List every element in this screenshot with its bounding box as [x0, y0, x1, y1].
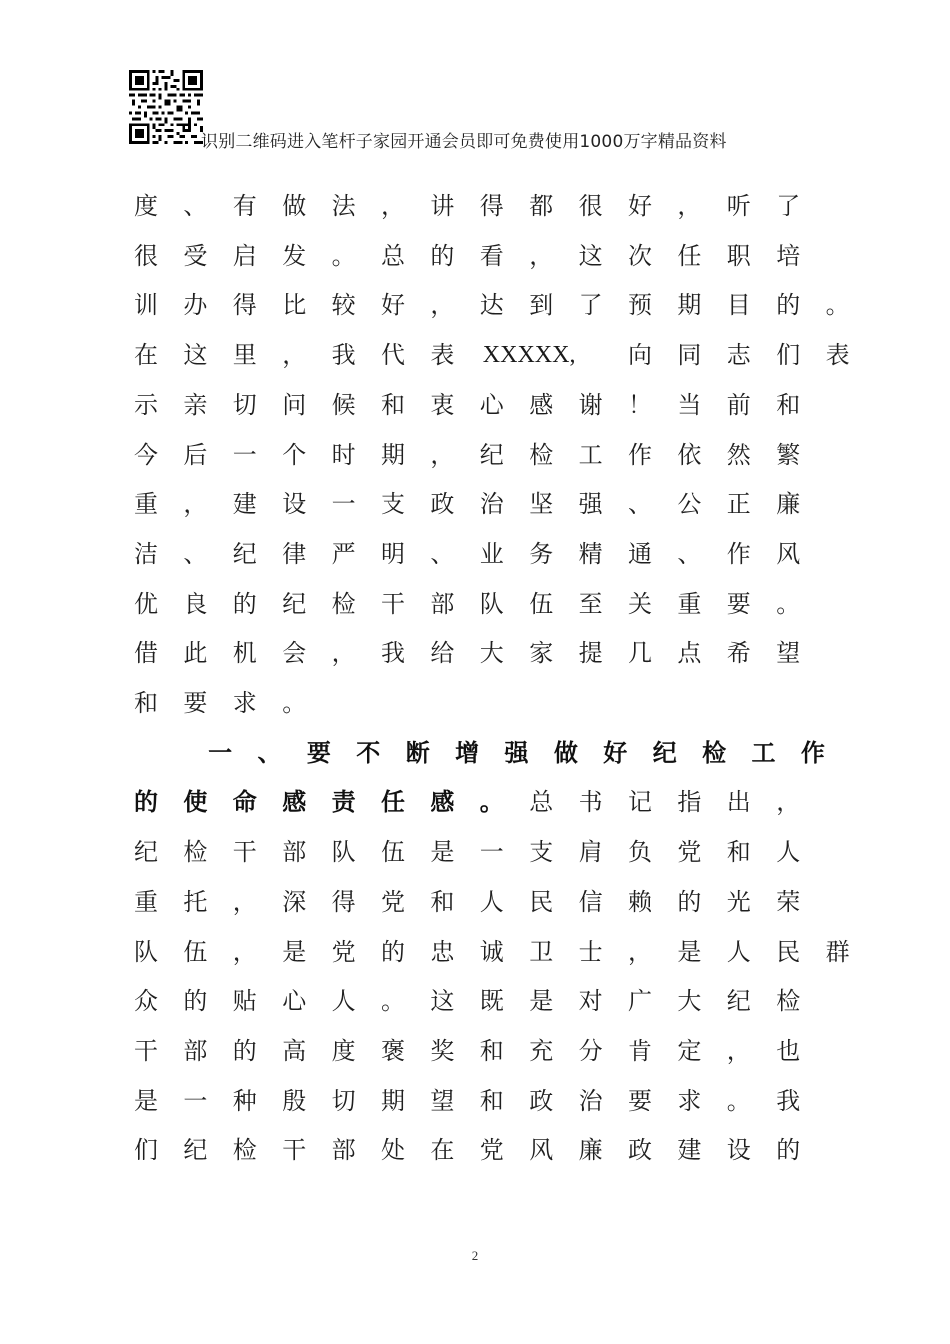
text-char: 和	[134, 689, 158, 717]
text-char: 和	[381, 390, 405, 419]
text-char: 队	[479, 589, 504, 618]
text-char: 政	[430, 490, 455, 519]
text-char: 、	[257, 738, 282, 767]
text-char: 治	[479, 490, 504, 519]
text-char: 和	[776, 390, 801, 419]
text-char: 支	[381, 490, 405, 519]
text-char: 启	[232, 241, 257, 270]
text-char: 的	[183, 987, 208, 1016]
text-char: 光	[726, 887, 751, 916]
text-char: 一	[183, 1086, 208, 1115]
text-char: 好	[603, 738, 628, 767]
text-char: 一	[232, 440, 257, 469]
text-char: 卫	[529, 937, 554, 966]
text-char: 做	[553, 738, 578, 767]
text-char: 公	[677, 490, 702, 519]
text-char: 任	[381, 788, 405, 817]
text-char: 检	[702, 738, 727, 767]
text-char: 表	[430, 341, 455, 370]
text-char: 重	[134, 490, 158, 519]
text-char: 是	[134, 1086, 158, 1115]
text-char: 良	[183, 589, 208, 618]
text-char: 候	[331, 390, 356, 419]
text-line	[0, 236, 950, 276]
text-line	[0, 981, 950, 1021]
text-line	[0, 385, 950, 425]
text-char: 希	[726, 639, 751, 668]
text-char: 这	[183, 341, 208, 370]
text-char: 借	[134, 639, 158, 668]
text-char: 求	[677, 1086, 702, 1115]
text-char: 和	[726, 838, 751, 867]
text-char: 目	[726, 291, 751, 320]
text-char: 风	[776, 539, 801, 568]
header-promo-text: 识别二维码进入笔杆子家园开通会员即可免费使用1000万字精品资料	[201, 132, 727, 152]
text-char: 总	[529, 788, 554, 817]
text-char: 重	[677, 589, 702, 618]
text-char: 政	[529, 1086, 554, 1115]
text-char: 感	[430, 788, 455, 817]
text-char: 殷	[282, 1086, 307, 1115]
text-line	[0, 832, 950, 872]
text-char: 感	[529, 390, 554, 419]
text-char: 、	[677, 539, 702, 568]
text-char: 大	[677, 987, 702, 1016]
text-char: 严	[331, 539, 356, 568]
text-char: 人	[726, 937, 751, 966]
text-char: 期	[381, 1086, 405, 1115]
text-char: 重	[134, 887, 158, 916]
text-char: 讲	[430, 192, 455, 220]
text-char: 同	[677, 341, 702, 370]
text-char: 求	[232, 689, 257, 717]
text-char: 纪	[232, 539, 257, 568]
text-line	[0, 534, 950, 574]
text-char: 律	[282, 539, 307, 568]
text-char: 充	[529, 1036, 554, 1065]
text-line	[0, 932, 950, 972]
text-char: 、	[183, 192, 208, 220]
text-char: 坚	[529, 490, 554, 519]
text-char: 贴	[232, 987, 257, 1016]
text-char: 强	[504, 738, 529, 767]
text-char: 我	[331, 341, 356, 370]
text-char: 谢	[578, 390, 603, 419]
text-char: 和	[479, 1036, 504, 1065]
text-char: 了	[776, 192, 801, 220]
text-char: 任	[677, 241, 702, 270]
text-char: 建	[232, 490, 257, 519]
text-char: ，	[628, 937, 652, 966]
text-char: 奖	[430, 1036, 455, 1065]
text-char: 荣	[776, 887, 801, 916]
text-char: 时	[331, 440, 356, 469]
text-char: 的	[776, 291, 801, 320]
text-char: 受	[183, 241, 208, 270]
text-char: 要	[726, 589, 751, 618]
text-char: 点	[677, 639, 702, 668]
text-char: 的	[232, 589, 257, 618]
text-char: 党	[479, 1136, 504, 1165]
text-char: 种	[232, 1086, 257, 1115]
text-char: 、	[628, 490, 652, 519]
text-char: 检	[331, 589, 356, 618]
text-char: 定	[677, 1036, 702, 1065]
text-line	[0, 435, 950, 475]
text-char: 好	[381, 291, 405, 320]
text-char: 这	[578, 241, 603, 270]
text-char: 断	[405, 738, 430, 767]
text-char: 要	[628, 1086, 652, 1115]
text-char: 都	[529, 192, 554, 220]
text-char: ，	[232, 937, 257, 966]
text-char: 支	[529, 838, 554, 867]
text-char: 向	[628, 341, 652, 370]
text-char: 纪	[134, 838, 158, 867]
text-char: 也	[776, 1036, 801, 1065]
text-char: 处	[381, 1136, 405, 1165]
text-char: 一	[208, 738, 233, 767]
text-char: 信	[578, 887, 603, 916]
text-char: 几	[628, 639, 652, 668]
text-line	[0, 484, 950, 524]
text-char: 代	[381, 341, 405, 370]
text-char: 队	[134, 937, 158, 966]
text-char: 业	[479, 539, 504, 568]
text-line	[0, 584, 950, 624]
text-char: 命	[232, 788, 257, 817]
text-char: 、	[183, 539, 208, 568]
text-char: 这	[430, 987, 455, 1016]
text-char: 了	[578, 291, 603, 320]
text-char: 家	[529, 639, 554, 668]
text-char: 通	[628, 539, 652, 568]
text-char: 是	[430, 838, 455, 867]
text-char: 对	[578, 987, 603, 1016]
text-char: 部	[430, 589, 455, 618]
text-char: 出	[726, 788, 751, 817]
text-char: 培	[776, 241, 801, 270]
text-char: 肯	[628, 1036, 652, 1065]
text-char: 群	[825, 937, 850, 966]
text-char: 的	[430, 241, 455, 270]
text-char: 望	[776, 639, 801, 668]
text-char: 问	[282, 390, 307, 419]
text-char: 前	[726, 390, 751, 419]
text-char: 关	[628, 589, 652, 618]
text-char: 部	[282, 838, 307, 867]
text-char: 众	[134, 987, 158, 1016]
text-char: 个	[282, 440, 307, 469]
text-char: 们	[134, 1136, 158, 1165]
text-char: 要	[306, 738, 331, 767]
text-char: 看	[479, 241, 504, 270]
text-char: 设	[282, 490, 307, 519]
text-char: 责	[331, 788, 356, 817]
text-char: ，	[430, 291, 455, 320]
text-char: 要	[183, 689, 208, 717]
text-char: 在	[430, 1136, 455, 1165]
text-char: 今	[134, 440, 158, 469]
text-char: 深	[282, 887, 307, 916]
text-char: 工	[578, 440, 603, 469]
text-char: ，	[776, 788, 801, 817]
text-char: 志	[726, 341, 751, 370]
text-char: 党	[331, 937, 356, 966]
text-char: 正	[726, 490, 751, 519]
text-char: 诚	[479, 937, 504, 966]
text-char: 得	[479, 192, 504, 220]
text-char: 有	[232, 192, 257, 220]
text-char: 建	[677, 1136, 702, 1165]
text-char: 是	[529, 987, 554, 1016]
text-char: 分	[578, 1036, 603, 1065]
text-line	[0, 633, 950, 673]
text-char: 增	[455, 738, 480, 767]
page-number: 2	[471, 1248, 479, 1263]
text-char: 人	[776, 838, 801, 867]
text-char: 既	[479, 987, 504, 1016]
text-char: 期	[677, 291, 702, 320]
text-char: 。	[282, 689, 307, 717]
text-line	[0, 186, 950, 226]
text-char: 大	[479, 639, 504, 668]
text-char: 办	[183, 291, 208, 320]
text-char: 当	[677, 390, 702, 419]
text-char: 预	[628, 291, 652, 320]
text-char: 精	[578, 539, 603, 568]
text-char: 纪	[726, 987, 751, 1016]
text-char: 。	[776, 589, 801, 618]
text-char: 好	[628, 192, 652, 220]
section-heading-line	[0, 733, 950, 773]
text-char: 托	[183, 887, 208, 916]
text-char: 优	[134, 589, 158, 618]
text-char: 政	[628, 1136, 652, 1165]
text-char: 发	[282, 241, 307, 270]
text-char: 廉	[578, 1136, 603, 1165]
text-char: 依	[677, 440, 702, 469]
text-char: 此	[183, 639, 208, 668]
text-char: 检	[776, 987, 801, 1016]
text-char: 后	[183, 440, 208, 469]
text-char: 作	[726, 539, 751, 568]
text-char: 纪	[282, 589, 307, 618]
text-char: 不	[356, 738, 381, 767]
text-char: 听	[726, 192, 751, 220]
text-char: ，	[183, 490, 208, 519]
text-char: 纪	[183, 1136, 208, 1165]
text-char: 总	[381, 241, 405, 270]
text-char: 伍	[183, 937, 208, 966]
text-char: ，	[726, 1036, 751, 1065]
text-char: 作	[800, 738, 825, 767]
text-char: 部	[183, 1036, 208, 1065]
text-char: 里	[232, 341, 257, 370]
text-line	[0, 882, 950, 922]
text-char: 伍	[529, 589, 554, 618]
text-char: 风	[529, 1136, 554, 1165]
text-char: ，	[381, 192, 405, 220]
text-char: 队	[331, 838, 356, 867]
text-char: 度	[331, 1036, 356, 1065]
text-char: 繁	[776, 440, 801, 469]
text-char: 在	[134, 341, 158, 370]
text-char: 士	[578, 937, 603, 966]
text-char: ！	[628, 390, 652, 419]
text-char: 一	[331, 490, 356, 519]
text-char: 给	[430, 639, 455, 668]
text-line	[0, 335, 950, 375]
text-char: 一	[479, 838, 504, 867]
text-char: 和	[479, 1086, 504, 1115]
text-char: 记	[628, 788, 652, 817]
text-char: 得	[232, 291, 257, 320]
text-char: 负	[628, 838, 652, 867]
text-char: 到	[529, 291, 554, 320]
text-char: ，	[529, 241, 554, 270]
text-line	[0, 285, 950, 325]
text-char: ，	[232, 887, 257, 916]
text-char: 度	[134, 192, 158, 220]
text-char: 是	[677, 937, 702, 966]
text-char: 。	[726, 1086, 751, 1115]
text-char: 高	[282, 1036, 307, 1065]
text-char: ，	[677, 192, 702, 220]
text-char: 法	[331, 192, 356, 220]
text-char: 。	[381, 987, 405, 1016]
text-char: 示	[134, 390, 158, 419]
text-char: 达	[479, 291, 504, 320]
text-char: 比	[282, 291, 307, 320]
text-char: 干	[282, 1136, 307, 1165]
text-line	[0, 1031, 950, 1071]
text-char: 我	[776, 1086, 801, 1115]
text-char: 做	[282, 192, 307, 220]
text-char: 亲	[183, 390, 208, 419]
text-char: 干	[134, 1036, 158, 1065]
text-char: 我	[381, 639, 405, 668]
text-run: XXXXX,	[482, 342, 576, 369]
text-char: 肩	[578, 838, 603, 867]
text-char: 部	[331, 1136, 356, 1165]
text-char: 民	[776, 937, 801, 966]
text-char: 切	[232, 390, 257, 419]
text-char: 治	[578, 1086, 603, 1115]
text-char: 民	[529, 887, 554, 916]
text-char: 衷	[430, 390, 455, 419]
text-char: 。	[479, 788, 504, 817]
text-char: 很	[578, 192, 603, 220]
text-char: 的	[232, 1036, 257, 1065]
text-char: ，	[282, 341, 307, 370]
text-char: 。	[825, 291, 850, 320]
text-char: 的	[134, 788, 158, 817]
text-char: 次	[628, 241, 652, 270]
text-char: 明	[381, 539, 405, 568]
text-char: ，	[430, 440, 455, 469]
text-char: 褒	[381, 1036, 405, 1065]
text-char: 们	[776, 341, 801, 370]
text-char: 的	[677, 887, 702, 916]
text-char: 忠	[430, 937, 455, 966]
text-char: 指	[677, 788, 702, 817]
text-char: 广	[628, 987, 652, 1016]
text-char: 书	[578, 788, 603, 817]
text-char: 心	[479, 390, 504, 419]
section-heading-line	[0, 782, 950, 822]
text-char: 使	[183, 788, 208, 817]
text-char: 设	[726, 1136, 751, 1165]
text-char: 很	[134, 241, 158, 270]
text-char: 望	[430, 1086, 455, 1115]
text-char: 的	[381, 937, 405, 966]
text-char: 人	[331, 987, 356, 1016]
text-char: 表	[825, 341, 850, 370]
text-char: 洁	[134, 539, 158, 568]
text-line	[0, 683, 950, 723]
text-char: 伍	[381, 838, 405, 867]
text-char: 的	[776, 1136, 801, 1165]
text-char: 切	[331, 1086, 356, 1115]
text-char: 廉	[776, 490, 801, 519]
text-char: 训	[134, 291, 158, 320]
text-line	[0, 1081, 950, 1121]
text-char: ，	[331, 639, 356, 668]
text-char: 职	[726, 241, 751, 270]
text-char: 机	[232, 639, 257, 668]
text-line	[0, 1130, 950, 1170]
text-char: 赖	[628, 887, 652, 916]
text-char: 得	[331, 887, 356, 916]
text-char: 感	[282, 788, 307, 817]
text-char: 是	[282, 937, 307, 966]
text-char: 工	[751, 738, 776, 767]
text-char: 、	[430, 539, 455, 568]
text-char: 务	[529, 539, 554, 568]
text-char: 干	[232, 838, 257, 867]
text-char: 检	[232, 1136, 257, 1165]
text-char: 强	[578, 490, 603, 519]
text-char: 然	[726, 440, 751, 469]
text-char: 期	[381, 440, 405, 469]
text-char: 作	[628, 440, 652, 469]
text-char: 和	[430, 887, 455, 916]
text-char: 提	[578, 639, 603, 668]
text-char: 会	[282, 639, 307, 668]
text-char: 检	[529, 440, 554, 469]
text-char: 党	[381, 887, 405, 916]
text-char: 干	[381, 589, 405, 618]
text-char: 至	[578, 589, 603, 618]
text-char: 检	[183, 838, 208, 867]
text-char: 。	[331, 241, 356, 270]
text-char: 纪	[652, 738, 677, 767]
text-char: 党	[677, 838, 702, 867]
text-char: 纪	[479, 440, 504, 469]
text-char: 心	[282, 987, 307, 1016]
text-char: 较	[331, 291, 356, 320]
text-char: 人	[479, 887, 504, 916]
